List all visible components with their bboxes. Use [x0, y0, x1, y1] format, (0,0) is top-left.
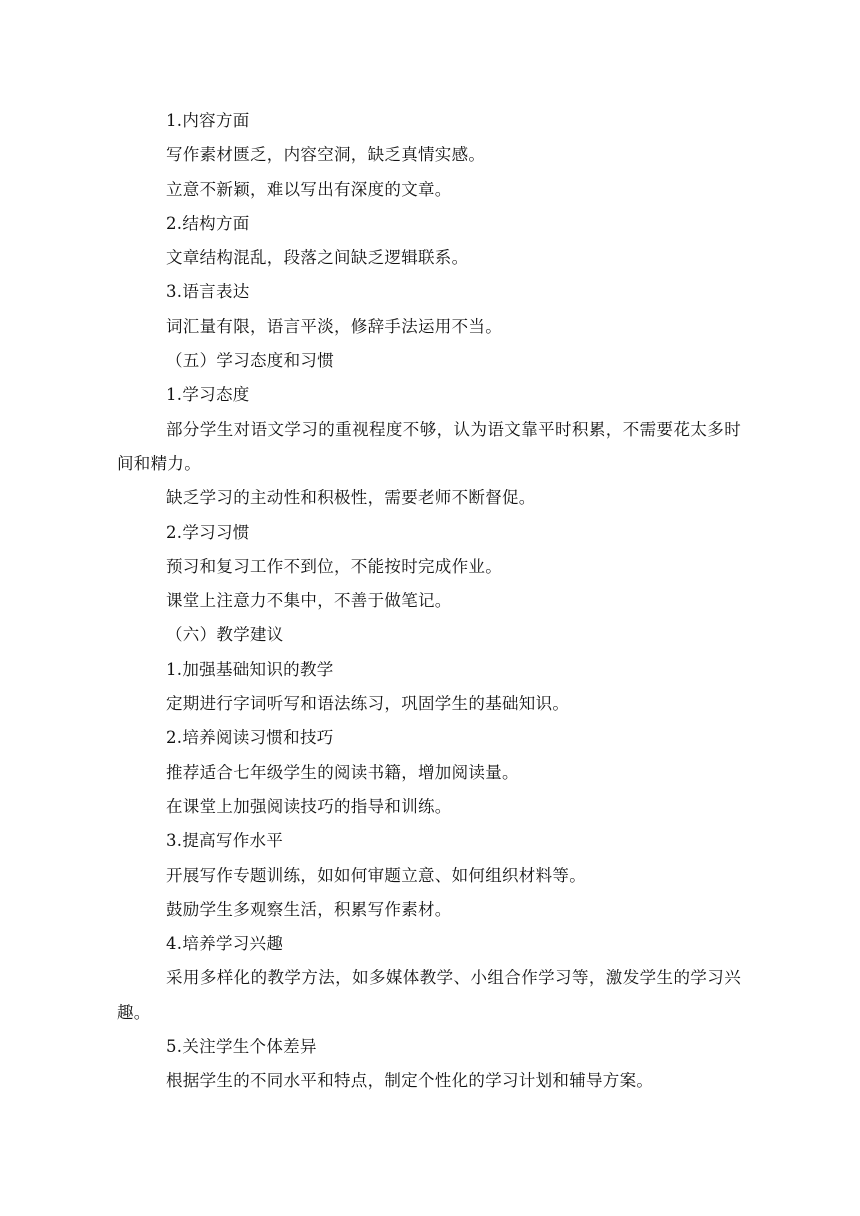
- paragraph: 文章结构混乱，段落之间缺乏逻辑联系。: [166, 248, 469, 268]
- heading-reading: 2.培养阅读习惯和技巧: [166, 728, 334, 748]
- paragraph: 课堂上注意力不集中，不善于做笔记。: [166, 591, 452, 611]
- paragraph: 开展写作专题训练，如如何审题立意、如何组织材料等。: [166, 865, 586, 885]
- paragraph: 在课堂上加强阅读技巧的指导和训练。: [166, 796, 452, 816]
- paragraph: 定期进行字词听写和语法练习，巩固学生的基础知识。: [166, 694, 570, 714]
- heading-habits: 2.学习习惯: [166, 522, 250, 542]
- paragraph: 预习和复习工作不到位，不能按时完成作业。: [166, 556, 502, 576]
- heading-structure: 2.结构方面: [166, 213, 250, 233]
- paragraph: 根据学生的不同水平和特点，制定个性化的学习计划和辅导方案。: [166, 1071, 654, 1091]
- paragraph: 缺乏学习的主动性和积极性，需要老师不断督促。: [166, 488, 536, 508]
- heading-individual-differences: 5.关注学生个体差异: [166, 1037, 317, 1057]
- paragraph: 部分学生对语文学习的重视程度不够，认为语文靠平时积累，不需要花太多时间和精力。: [117, 419, 741, 473]
- heading-attitude: 1.学习态度: [166, 385, 250, 405]
- heading-interest: 4.培养学习兴趣: [166, 934, 284, 954]
- heading-content: 1.内容方面: [166, 111, 250, 130]
- paragraph: 词汇量有限，语言平淡，修辞手法运用不当。: [166, 316, 502, 336]
- section-heading-teaching-suggestions: （六）教学建议: [166, 625, 284, 645]
- paragraph: 推荐适合七年级学生的阅读书籍，增加阅读量。: [166, 762, 519, 782]
- paragraph: 立意不新颖，难以写出有深度的文章。: [166, 179, 452, 199]
- heading-language: 3.语言表达: [166, 282, 250, 302]
- paragraph: 采用多样化的教学方法，如多媒体教学、小组合作学习等，激发学生的学习兴趣。: [117, 968, 741, 1022]
- heading-basic-knowledge: 1.加强基础知识的教学: [166, 659, 334, 679]
- paragraph: 写作素材匮乏，内容空洞，缺乏真情实感。: [166, 145, 486, 165]
- document-body: [117, 104, 741, 1099]
- section-heading-attitude-habits: （五）学习态度和习惯: [166, 351, 334, 371]
- heading-writing: 3.提高写作水平: [166, 831, 284, 851]
- paragraph: 鼓励学生多观察生活，积累写作素材。: [166, 899, 452, 919]
